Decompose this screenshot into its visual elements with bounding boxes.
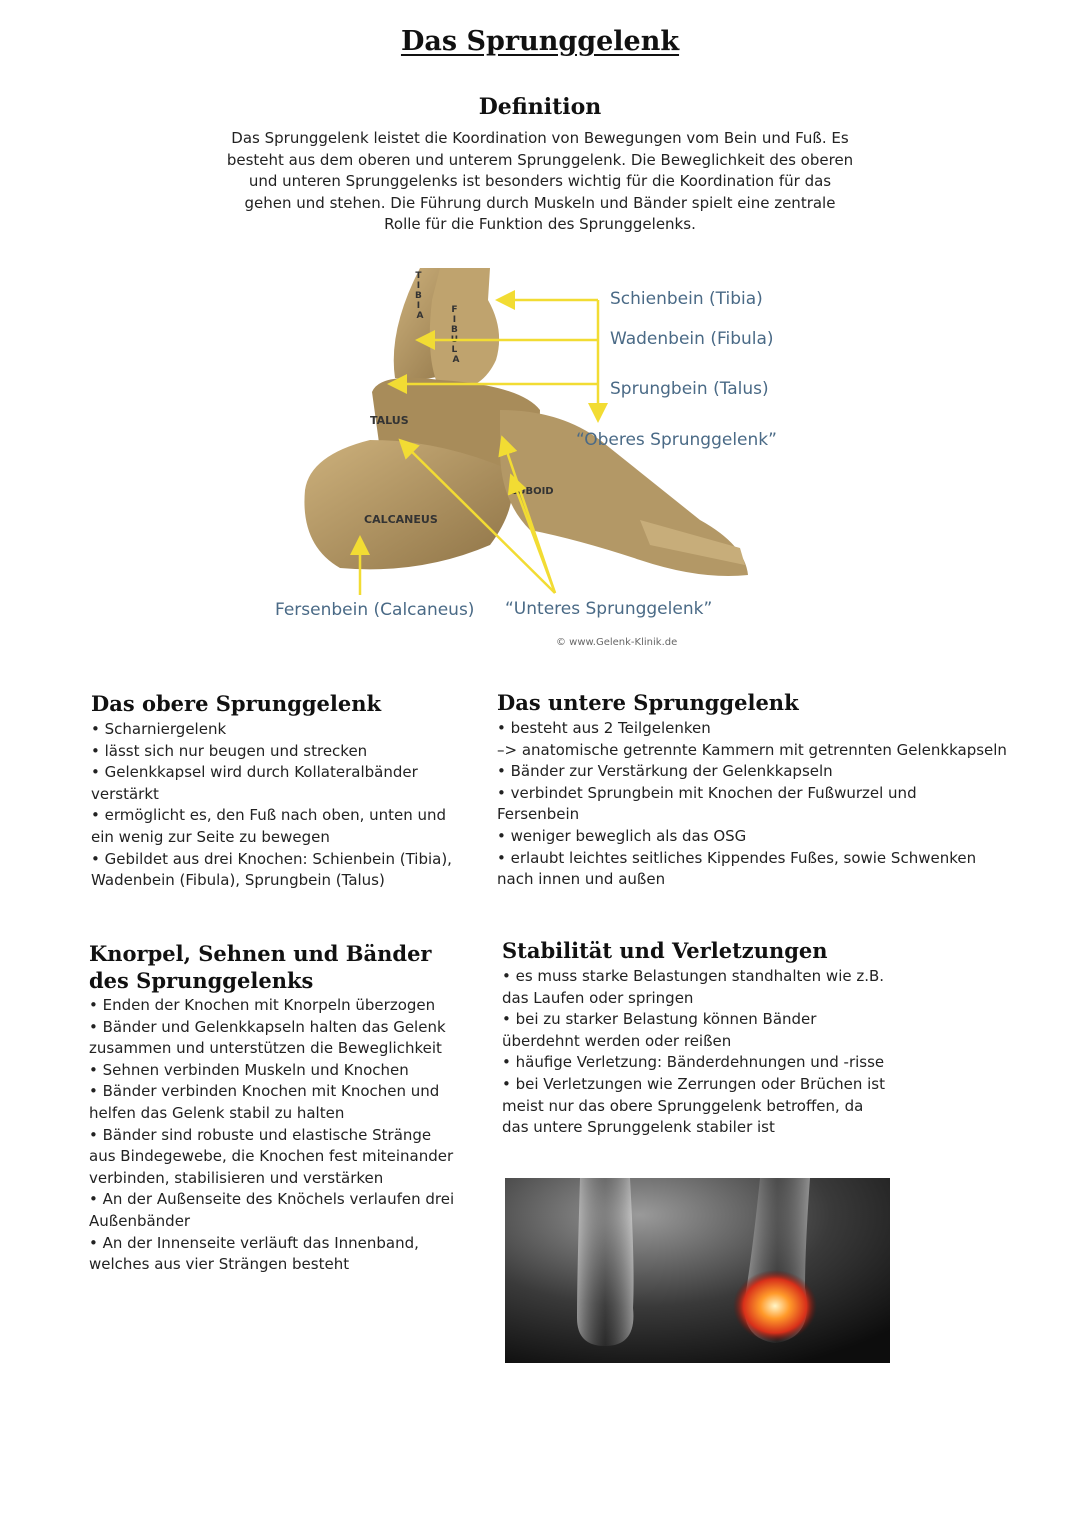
list-item bbox=[91, 805, 461, 848]
tibia-label-char: B bbox=[414, 291, 422, 301]
list-item bbox=[89, 1060, 459, 1082]
list-item bbox=[502, 1074, 902, 1139]
list-item-text: • Bänder sind robuste und elastische Stränge aus Bindegewebe, die Knochen fest miteinander verbinden, stabilisieren und verstärken bbox=[89, 1125, 454, 1187]
list-item-text: • Bänder und Gelenkkapseln halten das Gelenk zusammen und unterstützen die Beweglichkeit bbox=[89, 1017, 446, 1058]
list-item bbox=[91, 741, 461, 763]
list-item bbox=[497, 848, 1017, 891]
injury-image-background bbox=[505, 1178, 890, 1363]
list-item-text: • bei Verletzungen wie Zerrungen oder Brüchen ist meist nur das obere Sprunggelenk betroffen, da das untere Sprunggelenk stabiler ist bbox=[502, 1074, 885, 1137]
list-item-text: • Bänder zur Verstärkung der Gelenkkapseln bbox=[497, 762, 833, 781]
fibula-label-char: A bbox=[452, 355, 460, 365]
list-item bbox=[89, 1189, 459, 1232]
callout-oberes: “Oberes Sprunggelenk” bbox=[576, 430, 777, 450]
list-item-text: • Sehnen verbinden Muskeln und Knochen bbox=[89, 1060, 409, 1079]
list-item-text: • besteht aus 2 Teilgelenken bbox=[497, 719, 711, 737]
list-item bbox=[89, 1017, 459, 1060]
list-item-text: • Gelenkkapsel wird durch Kollateralbänder verstärkt bbox=[91, 763, 418, 803]
list-item bbox=[89, 1125, 459, 1190]
definition-text: Das Sprunggelenk leistet die Koordination von Bewegungen vom Bein und Fuß. Es besteht aus dem oberen und unterem Sprunggelenk. Die Beweglichkeit des oberen und unteren Sprunggelenks ist besonders wichtig für die Koordination für das gehen und stehen. Die Führung durch Muskeln und Bänder spielt eine zentrale Rolle für die Funktion des Sprunggelenks. bbox=[226, 129, 854, 234]
ankle-anatomy-diagram bbox=[260, 262, 800, 657]
fibula-label-char: L bbox=[451, 345, 458, 355]
cuboid-label: CUBOID bbox=[510, 486, 554, 497]
section-knorpel-sehnen-baender bbox=[89, 940, 459, 1276]
ankle-injury-image bbox=[505, 1178, 890, 1363]
list-item bbox=[89, 1233, 459, 1276]
section-heading: Stabilität und Verletzungen bbox=[502, 938, 828, 963]
list-item bbox=[497, 740, 1017, 762]
callout-unteres: “Unteres Sprunggelenk” bbox=[505, 599, 713, 619]
callout-schienbein: Schienbein (Tibia) bbox=[610, 289, 763, 309]
callout-fersenbein: Fersenbein (Calcaneus) bbox=[275, 600, 475, 620]
tibia-label-char: T bbox=[415, 271, 422, 281]
fibula-label-char: I bbox=[452, 315, 457, 325]
callout-sprungbein: Sprungbein (Talus) bbox=[610, 379, 769, 399]
fibula-label-char: U bbox=[450, 335, 459, 345]
list-item bbox=[497, 761, 1017, 783]
list-item-text: • ermöglicht es, den Fuß nach oben, unten und ein wenig zur Seite zu bewegen bbox=[91, 806, 447, 846]
list-item-text: • Enden der Knochen mit Knorpeln überzogen bbox=[89, 996, 436, 1014]
list-item bbox=[497, 718, 1017, 740]
callout-wadenbein: Wadenbein (Fibula) bbox=[610, 329, 774, 349]
list-item-text: • lässt sich nur beugen und strecken bbox=[91, 741, 368, 760]
fibula-bone bbox=[430, 268, 499, 391]
left-leg-outline bbox=[577, 1178, 634, 1346]
list-item bbox=[497, 826, 1017, 848]
fibula-label-char: F bbox=[451, 305, 458, 315]
bullet-list bbox=[497, 718, 1017, 891]
list-item-text: • Scharniergelenk bbox=[91, 720, 227, 738]
tibia-label-char: I bbox=[416, 301, 421, 311]
section-heading: Das obere Sprunggelenk bbox=[91, 691, 382, 716]
list-item bbox=[89, 1081, 459, 1124]
list-item bbox=[91, 762, 461, 805]
list-item-text: • es muss starke Belastungen standhalten wie z.B. das Laufen oder springen bbox=[502, 967, 885, 1007]
list-item-text: • An der Außenseite des Knöchels verlaufen drei Außenbänder bbox=[89, 1190, 455, 1230]
list-item-text: • weniger beweglich als das OSG bbox=[497, 826, 747, 845]
fibula-label-char: B bbox=[450, 325, 458, 335]
page-title: Das Sprunggelenk bbox=[400, 26, 680, 57]
tibia-label-char: A bbox=[416, 311, 424, 321]
list-item-text: • Gebildet aus drei Knochen: Schienbein (Tibia), Wadenbein (Fibula), Sprungbein (Talus) bbox=[91, 849, 452, 890]
list-item-text: • bei zu starker Belastung können Bänder überdehnt werden oder reißen bbox=[502, 1010, 817, 1050]
list-item bbox=[91, 719, 461, 741]
list-item bbox=[497, 783, 1017, 826]
section-obere-sprunggelenk bbox=[91, 690, 461, 892]
image-credit: © www.Gelenk-Klinik.de bbox=[556, 637, 678, 648]
calcaneus-bone bbox=[304, 440, 512, 569]
list-item bbox=[91, 849, 461, 892]
calcaneus-label: CALCANEUS bbox=[364, 513, 438, 526]
list-item bbox=[502, 966, 902, 1009]
section-heading: Knorpel, Sehnen und Bänder des Sprunggelenks bbox=[89, 941, 432, 993]
definition-heading: Definition bbox=[478, 94, 602, 120]
list-item-text: –> anatomische getrennte Kammern mit getrennten Gelenkkapseln bbox=[497, 740, 1007, 759]
bullet-list bbox=[502, 966, 902, 1139]
section-heading: Das untere Sprunggelenk bbox=[497, 690, 799, 715]
list-item bbox=[502, 1009, 902, 1052]
section-stabilitaet-verletzungen bbox=[502, 937, 902, 1139]
list-item bbox=[89, 995, 459, 1017]
list-item-text: • erlaubt leichtes seitliches Kippendes Fußes, sowie Schwenken nach innen und außen bbox=[497, 848, 977, 889]
list-item-text: • häufige Verletzung: Bänderdehnungen und -risse bbox=[502, 1053, 885, 1072]
tibia-label-char: I bbox=[416, 281, 421, 291]
list-item-text: • verbindet Sprungbein mit Knochen der Fußwurzel und Fersenbein bbox=[497, 783, 917, 824]
pain-highlight bbox=[733, 1270, 817, 1342]
list-item-text: • An der Innenseite verläuft das Innenband, welches aus vier Strängen besteht bbox=[89, 1233, 419, 1274]
talus-label: TALUS bbox=[370, 414, 409, 427]
bullet-list bbox=[89, 995, 459, 1276]
section-untere-sprunggelenk bbox=[497, 689, 1017, 891]
list-item-text: • Bänder verbinden Knochen mit Knochen und helfen das Gelenk stabil zu halten bbox=[89, 1082, 440, 1122]
list-item bbox=[502, 1052, 902, 1074]
bullet-list bbox=[91, 719, 461, 892]
